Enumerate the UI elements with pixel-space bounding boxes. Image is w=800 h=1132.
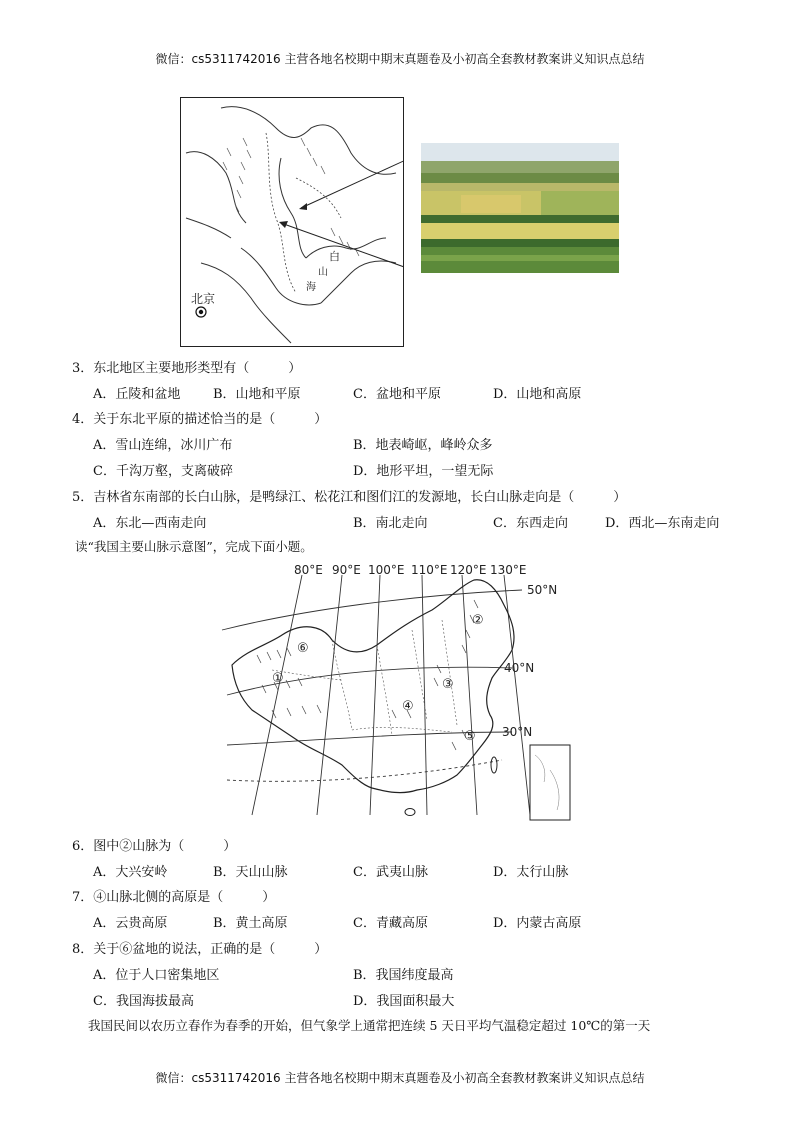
lat-40n: 40°N <box>504 661 535 675</box>
marker-3: ③ <box>442 677 454 692</box>
page-header: 微信：cs5311742016 主营各地名校期中期末真题卷及小初高全套教材教案讲义知识点总结 <box>155 52 645 66</box>
q4-option-d[interactable]: D．地形平坦，一望无际 <box>353 464 494 479</box>
china-map-drawing <box>212 560 582 825</box>
q3-option-a[interactable]: A．丘陵和盆地 <box>93 387 181 402</box>
q6-option-c[interactable]: C．武夷山脉 <box>353 865 428 880</box>
china-mountains-map <box>212 560 582 825</box>
q4-option-a[interactable]: A．雪山连绵，冰川广布 <box>93 438 233 453</box>
question-4: 4．关于东北平原的描述恰当的是（ ） <box>72 412 328 427</box>
lat-50n: 50°N <box>527 583 558 597</box>
question-5: 5．吉林省东南部的长白山脉，是鸭绿江、松花江和图们江的发源地，长白山脉走向是（ ） <box>72 490 627 505</box>
q5-option-d[interactable]: D．西北—东南走向 <box>605 516 720 531</box>
marker-2: ② <box>472 613 484 628</box>
marker-6: ⑥ <box>297 641 309 656</box>
q8-option-c[interactable]: C．我国海拔最高 <box>93 994 194 1009</box>
hai-label: 海 <box>306 282 316 293</box>
q7-option-b[interactable]: B．黄土高原 <box>213 916 288 931</box>
q7-option-a[interactable]: A．云贵高原 <box>93 916 168 931</box>
q4-option-b[interactable]: B．地表崎岖，峰岭众多 <box>353 438 493 453</box>
q3-option-c[interactable]: C．盆地和平原 <box>353 387 441 402</box>
q5-option-c[interactable]: C．东西走向 <box>493 516 568 531</box>
marker-5: ⑤ <box>464 729 476 744</box>
q3-option-d[interactable]: D．山地和高原 <box>493 387 582 402</box>
lon-90e: 90°E <box>332 563 361 577</box>
page-footer: 微信：cs5311742016 主营各地名校期中期末真题卷及小初高全套教材教案讲义知识点总结 <box>155 1071 645 1085</box>
lon-110e: 110°E <box>411 563 448 577</box>
northeast-map-drawing <box>181 98 403 346</box>
lat-30n: 30°N <box>502 725 533 739</box>
lon-80e: 80°E <box>294 563 323 577</box>
question-8: 8．关于⑥盆地的说法，正确的是（ ） <box>72 942 328 957</box>
northeast-map <box>180 97 404 347</box>
question-6: 6．图中②山脉为（ ） <box>72 839 237 854</box>
shan-label: 山 <box>318 267 328 278</box>
q3-option-b[interactable]: B．山地和平原 <box>213 387 301 402</box>
lon-120e: 120°E <box>450 563 487 577</box>
marker-4: ④ <box>402 699 414 714</box>
lon-130e: 130°E <box>490 563 527 577</box>
q8-option-b[interactable]: B．我国纬度最高 <box>353 968 454 983</box>
q6-option-a[interactable]: A．大兴安岭 <box>93 865 168 880</box>
plain-photo <box>421 143 619 273</box>
question-7: 7．④山脉北侧的高原是（ ） <box>72 890 276 905</box>
q6-option-b[interactable]: B．天山山脉 <box>213 865 288 880</box>
marker-1: ① <box>272 671 284 686</box>
plain-photo-drawing <box>421 143 619 273</box>
q7-option-c[interactable]: C．青藏高原 <box>353 916 428 931</box>
q8-option-d[interactable]: D．我国面积最大 <box>353 994 455 1009</box>
map-intro: 读“我国主要山脉示意图”，完成下面小题。 <box>75 539 313 554</box>
q6-option-d[interactable]: D．太行山脉 <box>493 865 569 880</box>
bai-label: 白 <box>329 250 340 263</box>
q5-option-a[interactable]: A．东北—西南走向 <box>93 516 207 531</box>
lon-100e: 100°E <box>368 563 405 577</box>
q8-option-a[interactable]: A．位于人口密集地区 <box>93 968 220 983</box>
next-passage: 我国民间以农历立春作为春季的开始，但气象学上通常把连续 5 天日平均气温稳定超过 10℃的第一天 <box>88 1018 651 1033</box>
q7-option-d[interactable]: D．内蒙古高原 <box>493 916 582 931</box>
question-3: 3．东北地区主要地形类型有（ ） <box>72 361 302 376</box>
q5-option-b[interactable]: B．南北走向 <box>353 516 428 531</box>
beijing-label: 北京 <box>191 292 216 306</box>
q4-option-c[interactable]: C．千沟万壑，支离破碎 <box>93 464 233 479</box>
